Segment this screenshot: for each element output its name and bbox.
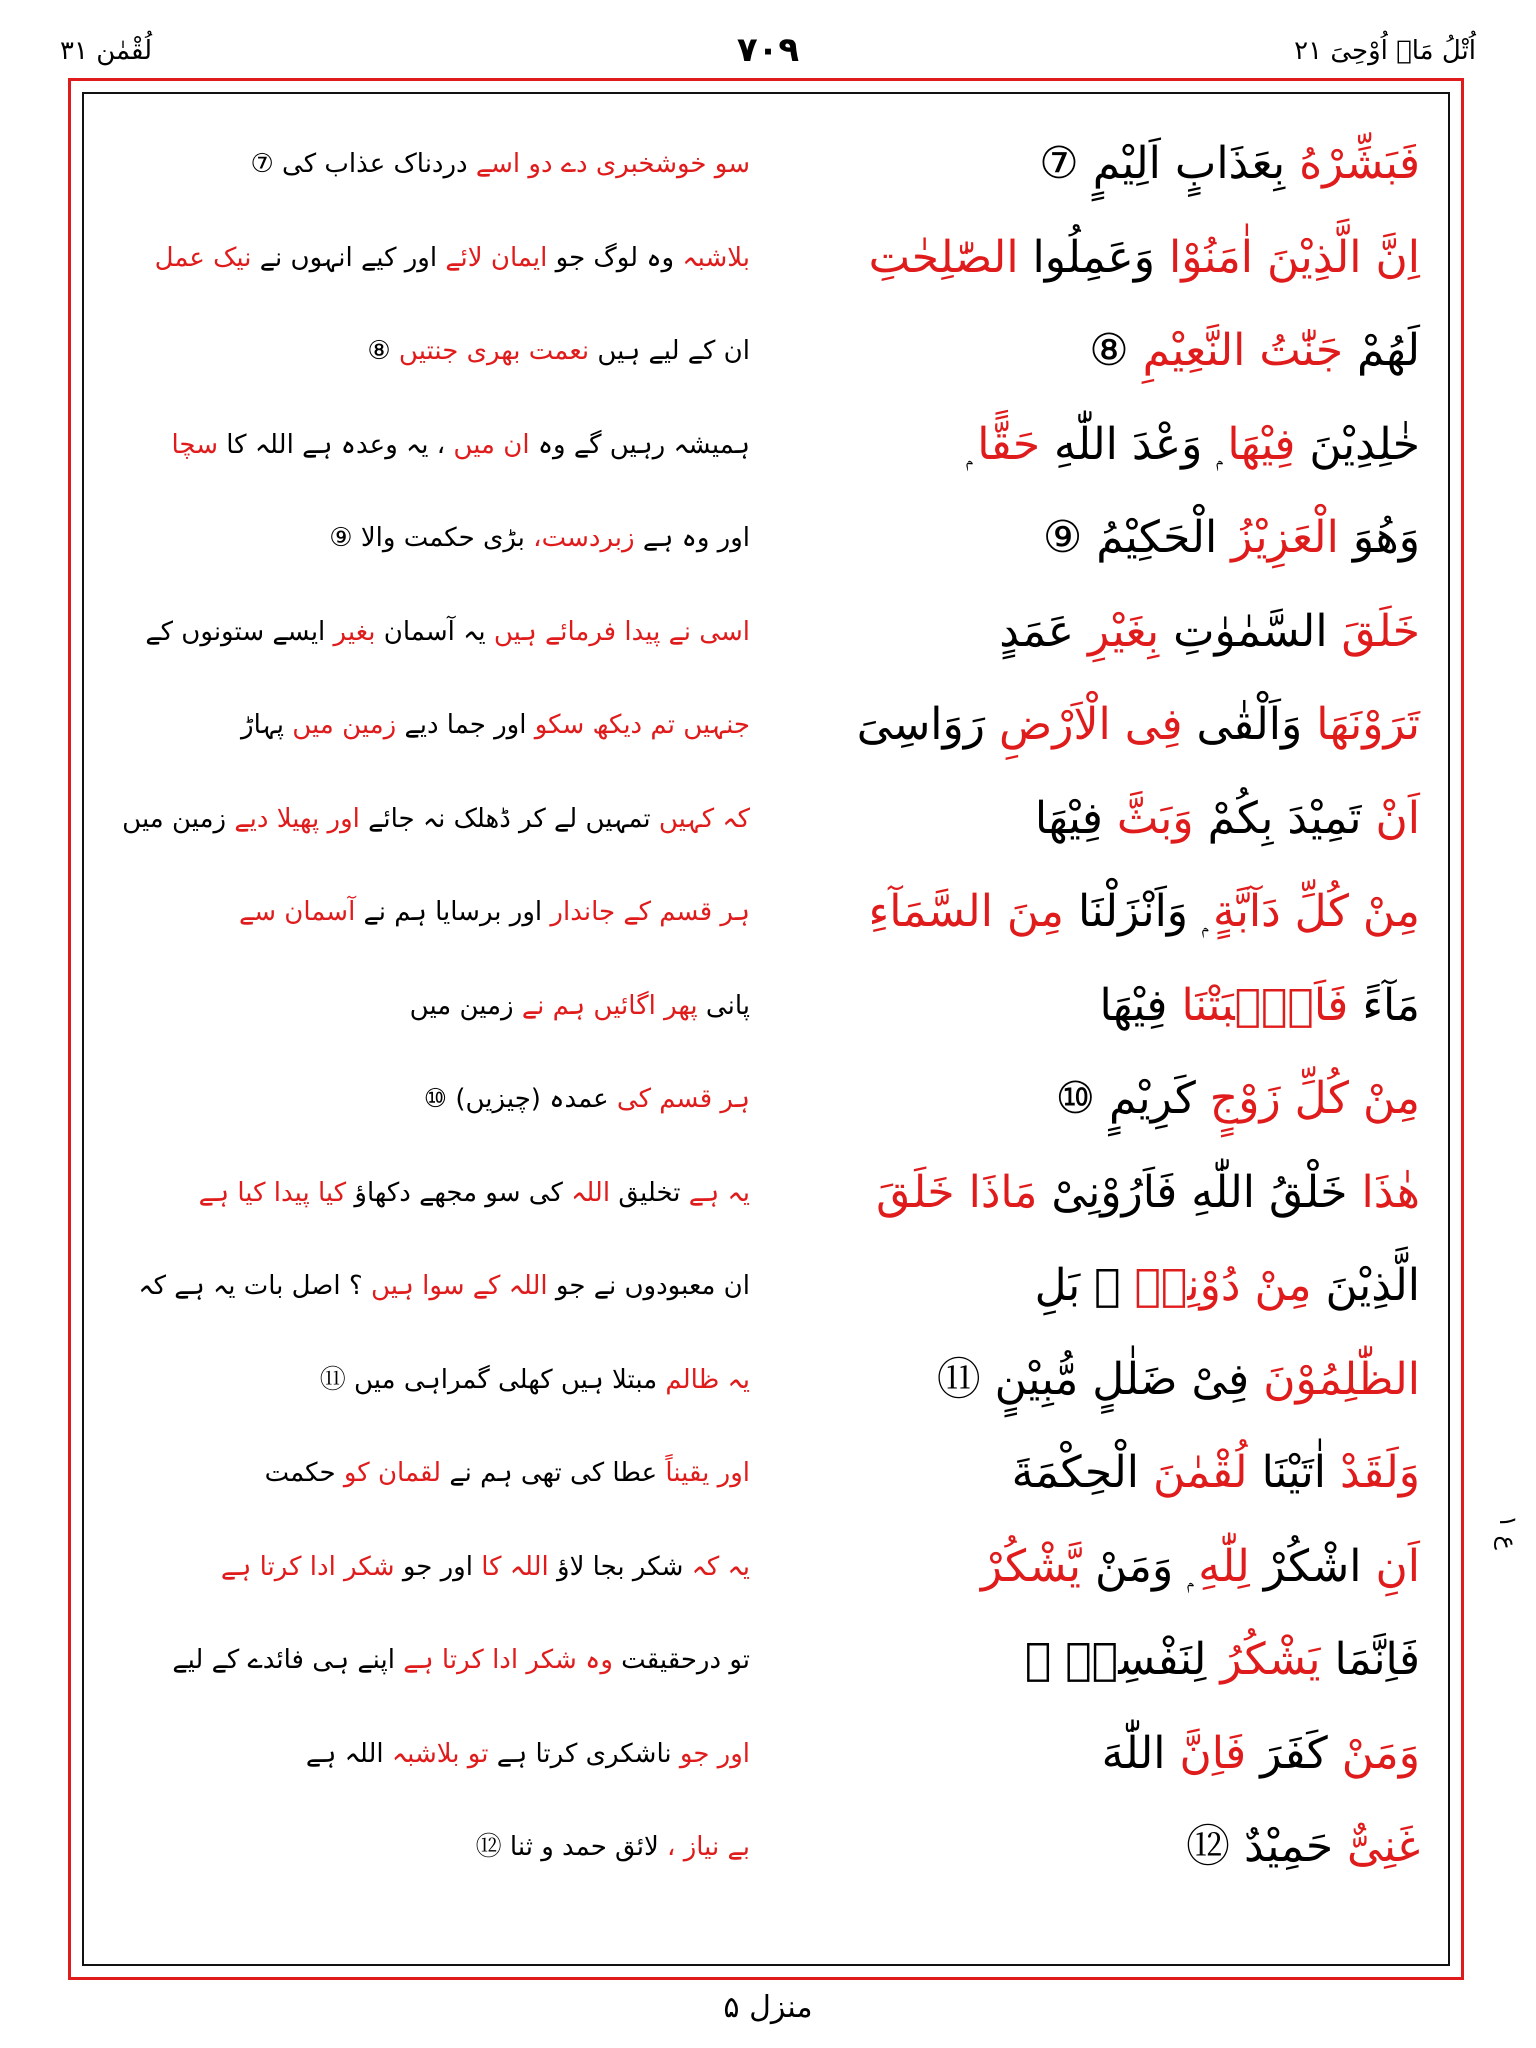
plain-text: حَمِیْدٌ ⑫ xyxy=(1186,1821,1348,1872)
urdu-translation xyxy=(130,1167,750,1219)
verse-row xyxy=(110,1811,1440,1883)
plain-text: ۭ وَمَنْ xyxy=(1080,1540,1199,1592)
plain-text: تمہیں لے کر ڈھلک نہ جائے xyxy=(359,803,659,834)
highlight-text: مِنْ کُلِّ دَآبَّةٍ xyxy=(1213,886,1420,937)
highlight-text: وہ شکر ادا کرتا ہے xyxy=(403,1645,613,1675)
plain-text: کَفَرَ xyxy=(1246,1727,1342,1779)
plain-text: فِیْهَا xyxy=(1099,979,1182,1031)
highlight-text: مِنَ السَّمَآءِ xyxy=(868,886,1064,937)
plain-text: ⑧ xyxy=(1089,325,1143,376)
highlight-text: ایمان لائے xyxy=(445,242,548,273)
plain-text: زمین میں xyxy=(122,803,235,834)
highlight-text: فِیْهَا xyxy=(1227,418,1296,470)
plain-text: اور وہ ہے xyxy=(634,523,750,553)
highlight-text: سو خوشخبری دے دو اسے xyxy=(475,149,750,179)
highlight-text: غَنِیٌّ xyxy=(1347,1821,1420,1872)
plain-text: ۭ بَلِ xyxy=(1034,1260,1135,1311)
plain-text: وَعَمِلُوا xyxy=(1018,231,1169,283)
plain-text: تخلیق xyxy=(610,1177,689,1208)
plain-text: تَمِیْدَ بِکُمْ xyxy=(1193,792,1376,844)
arabic-verse xyxy=(800,783,1420,855)
plain-text: عمدہ (چیزیں) ⑩ xyxy=(423,1084,617,1114)
arabic-verse xyxy=(800,1250,1420,1322)
plain-text: تو درحقیقت xyxy=(612,1645,750,1675)
highlight-text: خَلَقَ xyxy=(1341,605,1420,657)
arabic-verse xyxy=(800,315,1420,387)
plain-text: اور جو xyxy=(394,1551,482,1582)
highlight-text: آسمان سے xyxy=(238,897,356,927)
header-juz: اُتْلُ مَاۤ اُوْحِیَ ۲۱ xyxy=(1294,36,1476,66)
verse-row xyxy=(110,222,1440,294)
plain-text: بِعَذَابٍ اَلِیْمٍ ⑦ xyxy=(1039,138,1300,189)
plain-text: خٰلِدِیْنَ xyxy=(1295,418,1420,470)
plain-text: ؟ اصل بات یہ ہے کہ xyxy=(138,1271,371,1301)
plain-text: ان معبودوں نے جو xyxy=(547,1271,750,1301)
plain-text: الْحِکْمَةَ xyxy=(1011,1447,1153,1498)
arabic-verse xyxy=(800,1624,1420,1696)
highlight-text: فَبَشِّرْهُ xyxy=(1299,138,1420,189)
plain-text: ناشکری کرتا ہے xyxy=(488,1738,680,1769)
plain-text: پانی xyxy=(697,990,750,1021)
verse-row xyxy=(110,315,1440,387)
plain-text: لِنَفْسِهٖ ۚ xyxy=(1025,1634,1221,1685)
highlight-text: بغیر xyxy=(333,616,376,647)
plain-text: السَّمٰوٰتِ xyxy=(1159,605,1342,657)
urdu-translation xyxy=(130,419,750,471)
highlight-text: پھر اگائیں ہم نے xyxy=(521,990,698,1021)
plain-text: عطا کی تھی ہم نے xyxy=(441,1458,666,1488)
highlight-text: کہ کہیں xyxy=(658,803,750,834)
arabic-verse xyxy=(800,970,1420,1042)
urdu-translation xyxy=(130,886,750,938)
plain-text: ہمیشہ رہیں گے وہ xyxy=(529,429,750,460)
highlight-text: سچا xyxy=(171,429,218,460)
verse-row xyxy=(110,1437,1440,1509)
highlight-text: الصّٰلِحٰتِ xyxy=(868,231,1019,283)
highlight-text: زمین میں xyxy=(292,710,397,740)
urdu-translation xyxy=(122,793,750,845)
arabic-verse xyxy=(800,1811,1420,1883)
urdu-translation xyxy=(130,699,750,751)
urdu-translation xyxy=(130,1541,750,1593)
urdu-translation xyxy=(130,325,750,377)
plain-text: رَوَاسِیَ xyxy=(856,699,1000,750)
plain-text: ایسے ستونوں کے xyxy=(145,616,334,647)
highlight-text: ہر قسم کی xyxy=(616,1084,750,1114)
plain-text: مبتلا ہیں کھلی گمراہی میں ⑪ xyxy=(319,1364,666,1395)
highlight-text: الْعَزِیْزُ xyxy=(1231,512,1339,563)
highlight-text: جَنّٰتُ النَّعِیْمِ xyxy=(1142,325,1344,376)
verse-row xyxy=(110,1531,1440,1603)
highlight-text: نیک عمل xyxy=(154,242,252,273)
plain-text: وَهُوَ xyxy=(1338,512,1420,563)
urdu-translation xyxy=(130,606,750,658)
highlight-text: بلاشبہ xyxy=(682,242,750,273)
highlight-text: اور پھیلا دیے xyxy=(234,803,360,834)
arabic-verse xyxy=(800,1437,1420,1509)
arabic-verse xyxy=(800,222,1420,294)
arabic-verse xyxy=(800,876,1420,948)
highlight-text: مَاذَا خَلَقَ xyxy=(876,1166,1038,1218)
highlight-text: فَاِنَّ xyxy=(1179,1727,1247,1779)
urdu-translation xyxy=(130,1447,750,1499)
plain-text: اشْکُرْ xyxy=(1249,1540,1376,1592)
highlight-text: بے نیاز ، xyxy=(667,1832,750,1862)
arabic-verse xyxy=(800,1344,1420,1416)
plain-text: ، یہ وعدہ ہے اللہ کا xyxy=(217,429,454,460)
highlight-text: اسی نے پیدا فرمائے ہیں xyxy=(493,616,750,647)
plain-text: الَّذِیْنَ xyxy=(1311,1260,1420,1311)
arabic-verse xyxy=(800,1718,1420,1790)
highlight-text: لقمان کو xyxy=(343,1458,442,1488)
plain-text: پہاڑ xyxy=(241,710,293,740)
highlight-text: وَمَنْ xyxy=(1341,1727,1420,1779)
highlight-text: مِنْ دُوْنِهٖ xyxy=(1134,1260,1312,1311)
arabic-verse xyxy=(800,1531,1420,1603)
highlight-text: اَنِ xyxy=(1375,1540,1420,1592)
highlight-text: اور یقیناً xyxy=(665,1458,750,1488)
highlight-text: یہ کہ xyxy=(691,1551,750,1582)
highlight-text: یَّشْکُرْ xyxy=(980,1540,1081,1592)
plain-text: دردناک عذاب کی ⑦ xyxy=(250,149,476,179)
highlight-text: شکر ادا کرتا ہے xyxy=(220,1551,395,1582)
highlight-text: زبردست، xyxy=(533,523,635,553)
highlight-text: فَاَنْۢبَتْنَا xyxy=(1181,979,1349,1031)
highlight-text: لِلّٰهِ xyxy=(1198,1540,1250,1592)
page-number: ۷۰۹ xyxy=(736,30,800,70)
highlight-text: اِنَّ الَّذِیْنَ اٰمَنُوْا xyxy=(1168,231,1420,283)
plain-text: اور جما دیے xyxy=(396,710,535,740)
plain-text: اٰتَیْنَا xyxy=(1247,1447,1340,1498)
highlight-text: ہر قسم کے جاندار xyxy=(550,897,750,927)
arabic-verse xyxy=(800,502,1420,574)
urdu-translation xyxy=(130,232,750,284)
plain-text: عَمَدٍ xyxy=(999,605,1089,657)
verse-row xyxy=(110,1250,1440,1322)
plain-text: الْحَکِیْمُ ⑨ xyxy=(1042,512,1232,563)
plain-text: ⑧ xyxy=(367,336,399,366)
verse-row xyxy=(110,970,1440,1042)
plain-text: فِیْهَا xyxy=(1034,792,1117,844)
arabic-verse xyxy=(800,596,1420,668)
arabic-verse xyxy=(800,1157,1420,1229)
arabic-verse xyxy=(800,409,1420,481)
urdu-translation xyxy=(130,1260,750,1312)
highlight-text: هٰذَا xyxy=(1361,1166,1420,1218)
highlight-text: مِنْ کُلِّ زَوْجٍ xyxy=(1209,1073,1420,1124)
highlight-text: اللہ کا xyxy=(481,1551,549,1582)
plain-text: ۭ وَعْدَ اللّٰهِ xyxy=(1040,418,1228,470)
highlight-text: اللہ کے سوا ہیں xyxy=(370,1271,548,1301)
highlight-text: کیا پیدا کیا ہے xyxy=(198,1177,347,1208)
plain-text: ۭ وَاَنْزَلْنَا xyxy=(1063,886,1214,937)
plain-text: لائق حمد و ثنا ⑫ xyxy=(475,1832,668,1862)
highlight-text: الظّٰلِمُوْنَ xyxy=(1263,1353,1420,1405)
verse-row xyxy=(110,1157,1440,1229)
verse-row xyxy=(110,876,1440,948)
arabic-verse xyxy=(800,1063,1420,1135)
plain-text: وَاَلْقٰی xyxy=(1182,699,1317,750)
verse-row xyxy=(110,1344,1440,1416)
plain-text: اپنے ہی فائدے کے لیے xyxy=(172,1645,404,1675)
highlight-text: اور جو xyxy=(679,1738,750,1769)
ruku-mark: ع ۱ xyxy=(1494,1515,1522,1550)
urdu-translation xyxy=(130,1354,750,1406)
plain-text: لَهُمْ xyxy=(1343,325,1420,376)
urdu-translation xyxy=(130,138,750,190)
highlight-text: وَبَثَّ xyxy=(1116,792,1194,844)
arabic-verse xyxy=(800,128,1420,200)
highlight-text: اَنْ xyxy=(1375,792,1420,844)
plain-text: اور کیے انہوں نے xyxy=(251,242,446,273)
urdu-translation xyxy=(130,980,750,1032)
arabic-verse xyxy=(800,689,1420,761)
plain-text: مَآءً xyxy=(1348,979,1420,1031)
plain-text: حکمت xyxy=(264,1458,344,1488)
plain-text: خَلْقُ اللّٰهِ فَاَرُوْنِیْ xyxy=(1037,1166,1362,1218)
highlight-text: اللہ xyxy=(571,1177,611,1208)
plain-text: وہ لوگ جو xyxy=(547,242,683,273)
highlight-text: وَلَقَدْ xyxy=(1339,1447,1420,1498)
verse-row xyxy=(110,409,1440,481)
urdu-translation xyxy=(130,512,750,564)
verse-row xyxy=(110,1718,1440,1790)
plain-text: اللہ ہے xyxy=(305,1738,392,1769)
plain-text: زمین میں xyxy=(409,990,522,1021)
plain-text: شکر بجا لاؤ xyxy=(548,1551,692,1582)
highlight-text: لُقْمٰنَ xyxy=(1152,1447,1248,1498)
highlight-text: یہ ہے xyxy=(688,1177,750,1208)
verse-row xyxy=(110,1624,1440,1696)
urdu-translation xyxy=(130,1634,750,1686)
highlight-text: بِغَیْرِ xyxy=(1088,605,1160,657)
verse-row xyxy=(110,128,1440,200)
urdu-translation xyxy=(130,1073,750,1125)
highlight-text: نعمت بھری جنتیں xyxy=(398,336,590,366)
highlight-text: جنہیں تم دیکھ سکو xyxy=(534,710,750,740)
plain-text: کَرِیْمٍ ⑩ xyxy=(1055,1073,1210,1124)
urdu-translation xyxy=(130,1728,750,1780)
highlight-text: یہ ظالم xyxy=(665,1364,750,1395)
highlight-text: ان میں xyxy=(453,429,530,460)
plain-text: کی سو مجھے دکھاؤ xyxy=(346,1177,572,1208)
plain-text: ۭ xyxy=(966,418,978,470)
highlight-text: تو بلاشبہ xyxy=(391,1738,489,1769)
verse-row xyxy=(110,783,1440,855)
highlight-text: فِی الْاَرْضِ xyxy=(999,699,1183,750)
plain-text: بڑی حکمت والا ⑨ xyxy=(329,523,534,553)
highlight-text: یَشْکُرُ xyxy=(1220,1634,1321,1685)
highlight-text: حَقًّا xyxy=(977,418,1041,470)
urdu-translation xyxy=(130,1821,750,1873)
highlight-text: تَرَوْنَهَا xyxy=(1316,699,1420,750)
plain-text: یہ آسمان xyxy=(375,616,494,647)
header-surah: لُقْمٰن ۳۱ xyxy=(60,36,153,66)
manzil-label: منزل ۵ xyxy=(723,1990,813,2025)
verse-row xyxy=(110,689,1440,761)
plain-text: اور برسایا ہم نے xyxy=(355,897,551,927)
plain-text: فِیْ ضَلٰلٍ مُّبِیْنٍ ⑪ xyxy=(936,1353,1264,1405)
verse-row xyxy=(110,1063,1440,1135)
verse-row xyxy=(110,502,1440,574)
verse-row xyxy=(110,596,1440,668)
plain-text: اللّٰهَ xyxy=(1101,1727,1180,1779)
plain-text: ان کے لیے ہیں xyxy=(589,336,750,366)
plain-text: فَاِنَّمَا xyxy=(1320,1634,1420,1685)
